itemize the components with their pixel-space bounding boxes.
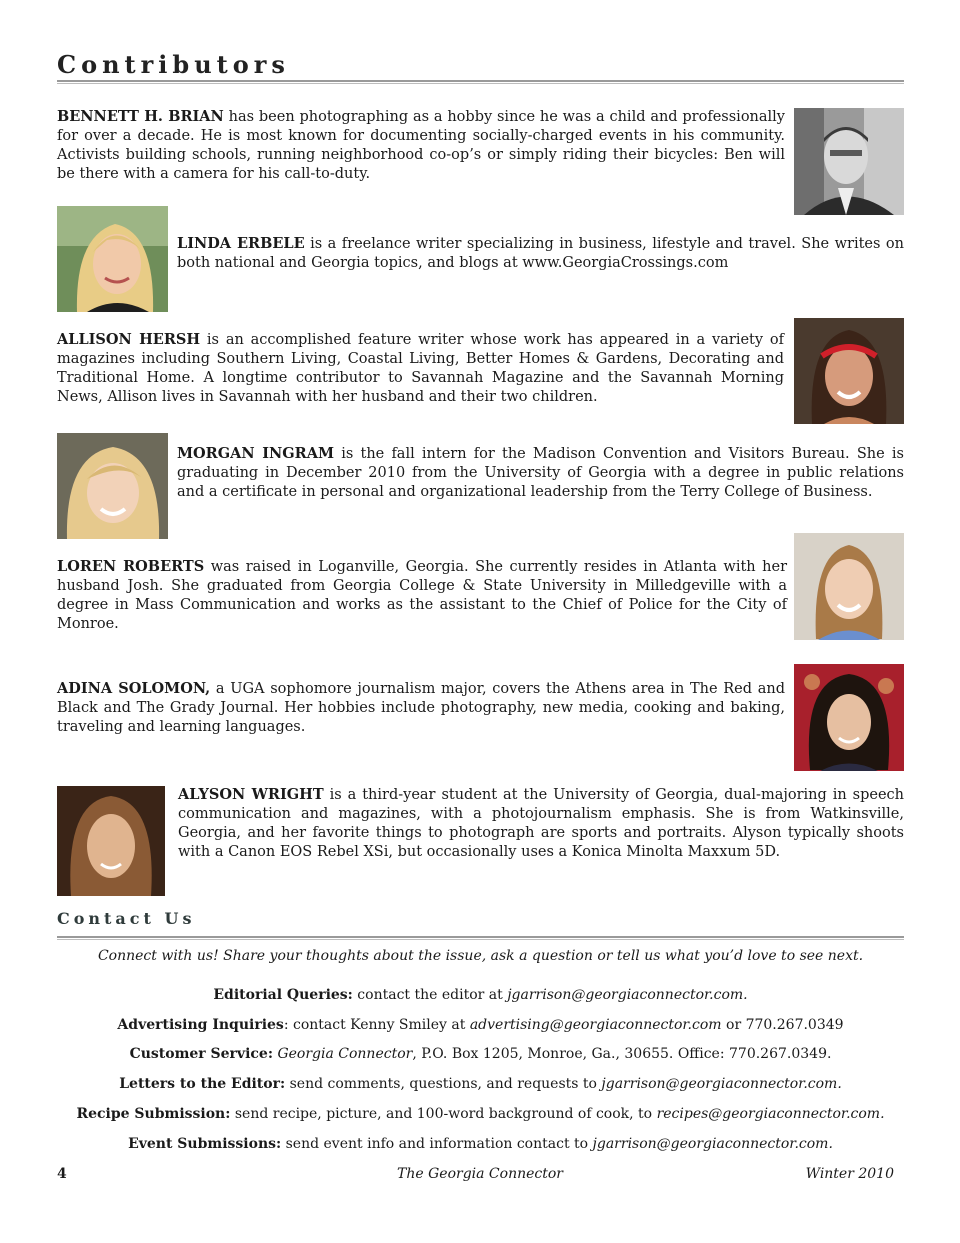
contact-text: : contact Kenny Smiley at [283, 1017, 470, 1033]
contributor-bio-linda [177, 234, 904, 273]
contributor-text: is a freelance writer specializing in business, lifestyle and travel. She writes on both national and Georgia topics, and blogs at www.GeorgiaCrossings.com [177, 236, 904, 271]
contributor-text: is an accomplished feature writer whose work has appeared in a variety of magazines including Southern Living, Coastal Living, Better Homes & Gardens, Decorating and Traditional Home. A longtime contributor to Savannah Magazine and the Savannah Morning News, Allison lives in Savannah with her husband and their two children. [57, 332, 784, 405]
contributor-name: MORGAN INGRAM [177, 445, 335, 462]
contact-text: send event info and information contact to [281, 1136, 593, 1152]
contributor-name: BENNETT H. BRIAN [57, 108, 224, 125]
contact-text: send recipe, picture, and 100-word background of cook, to [230, 1106, 657, 1122]
contributor-photo-adina [794, 664, 904, 771]
contributor-name: ALYSON WRIGHT [178, 786, 324, 803]
issue-label: Winter 2010 [805, 1166, 894, 1182]
contact-recipe [57, 1106, 904, 1122]
contributor-bio-loren [57, 557, 787, 634]
contributor-name: LINDA ERBELE [177, 235, 305, 252]
contact-rule [57, 936, 904, 940]
contributor-name: LOREN ROBERTS [57, 558, 205, 575]
contributor-name: ALLISON HERSH [57, 331, 201, 348]
contributor-photo-bennett [794, 108, 904, 215]
contact-intro: Connect with us! Share your thoughts about the issue, ask a question or tell us what you’d love to see next. [97, 948, 864, 964]
advertising-email-link[interactable]: advertising@georgiaconnector.com [469, 1017, 722, 1033]
contributor-photo-allison [794, 318, 904, 424]
publication-footer: The Georgia Connector [397, 1166, 563, 1182]
contact-label: Recipe Submission: [76, 1106, 231, 1122]
recipe-email-link[interactable]: recipes@georgiaconnector.com. [656, 1106, 885, 1122]
event-email-link[interactable]: jgarrison@georgiaconnector.com. [592, 1136, 833, 1152]
publication-name: Georgia Connector [277, 1046, 413, 1062]
contact-heading: Contact Us [57, 909, 196, 928]
contributor-name: ADINA SOLOMON, [57, 680, 211, 697]
contributor-photo-loren [794, 533, 904, 640]
contact-text: send comments, questions, and requests to [285, 1076, 602, 1092]
contact-editorial [57, 987, 904, 1003]
contributor-text: a UGA sophomore journalism major, covers the Athens area in The Red and Black and The Grady Journal. Her hobbies include photography, new media, cooking and baking, traveling and learning languages. [57, 681, 785, 735]
contributor-bio-allison [57, 330, 784, 407]
title-rule [57, 80, 904, 84]
contact-label: Letters to the Editor: [119, 1076, 286, 1092]
contributor-photo-linda [57, 206, 168, 312]
contact-text: or 770.267.0349 [721, 1017, 844, 1033]
contact-label: Advertising Inquiries [117, 1017, 284, 1033]
page-number: 4 [57, 1166, 67, 1182]
contact-customer-service [57, 1046, 904, 1062]
contributor-bio-bennett [57, 107, 785, 184]
contact-text: , P.O. Box 1205, Monroe, Ga., 30655. Office: 770.267.0349. [412, 1046, 832, 1062]
contributor-bio-alyson [178, 785, 904, 862]
contributor-photo-morgan [57, 433, 168, 539]
contact-label: Event Submissions: [128, 1136, 282, 1152]
contact-text: contact the editor at [352, 987, 508, 1003]
contributor-bio-morgan [177, 444, 904, 502]
letters-email-link[interactable]: jgarrison@georgiaconnector.com. [601, 1076, 842, 1092]
contact-advertising [57, 1017, 904, 1033]
contributor-text: is a third-year student at the University of Georgia, dual-majoring in speech communication and magazines, with a photojournalism emphasis. She is from Watkinsville, Georgia, and her favorite things to photograph are sports and portraits. Alyson typically shoots with a Canon EOS Rebel XSi, but occasionally uses a Konica Minolta Maxxum 5D. [178, 787, 904, 860]
contact-letters [57, 1076, 904, 1092]
contributor-text: has been photographing as a hobby since he was a child and professionally for over a decade. He is most known for documenting socially-charged events in his community. Activists building schools, running neighborhood co-op’s or simply riding their bicycles: Ben will be there with a camera for his call-to-duty. [57, 109, 785, 182]
contact-label: Customer Service: [129, 1046, 273, 1062]
contact-label: Editorial Queries: [213, 987, 353, 1003]
page-title: Contributors [57, 50, 290, 79]
contributor-text: was raised in Loganville, Georgia. She currently resides in Atlanta with her husband Josh. She graduated from Georgia College & State University in Milledgeville with a degree in Mass Communication and works as the assistant to the Chief of Police for the City of Monroe. [57, 559, 788, 632]
contributor-text: is the fall intern for the Madison Convention and Visitors Bureau. She is graduating in December 2010 from the University of Georgia with a degree in public relations and a certificate in personal and organizational leadership from the Terry College of Business. [177, 446, 904, 500]
editorial-email-link[interactable]: jgarrison@georgiaconnector.com. [507, 987, 748, 1003]
contributor-bio-adina [57, 679, 785, 737]
contact-event [57, 1136, 904, 1152]
contributor-photo-alyson [57, 786, 165, 896]
